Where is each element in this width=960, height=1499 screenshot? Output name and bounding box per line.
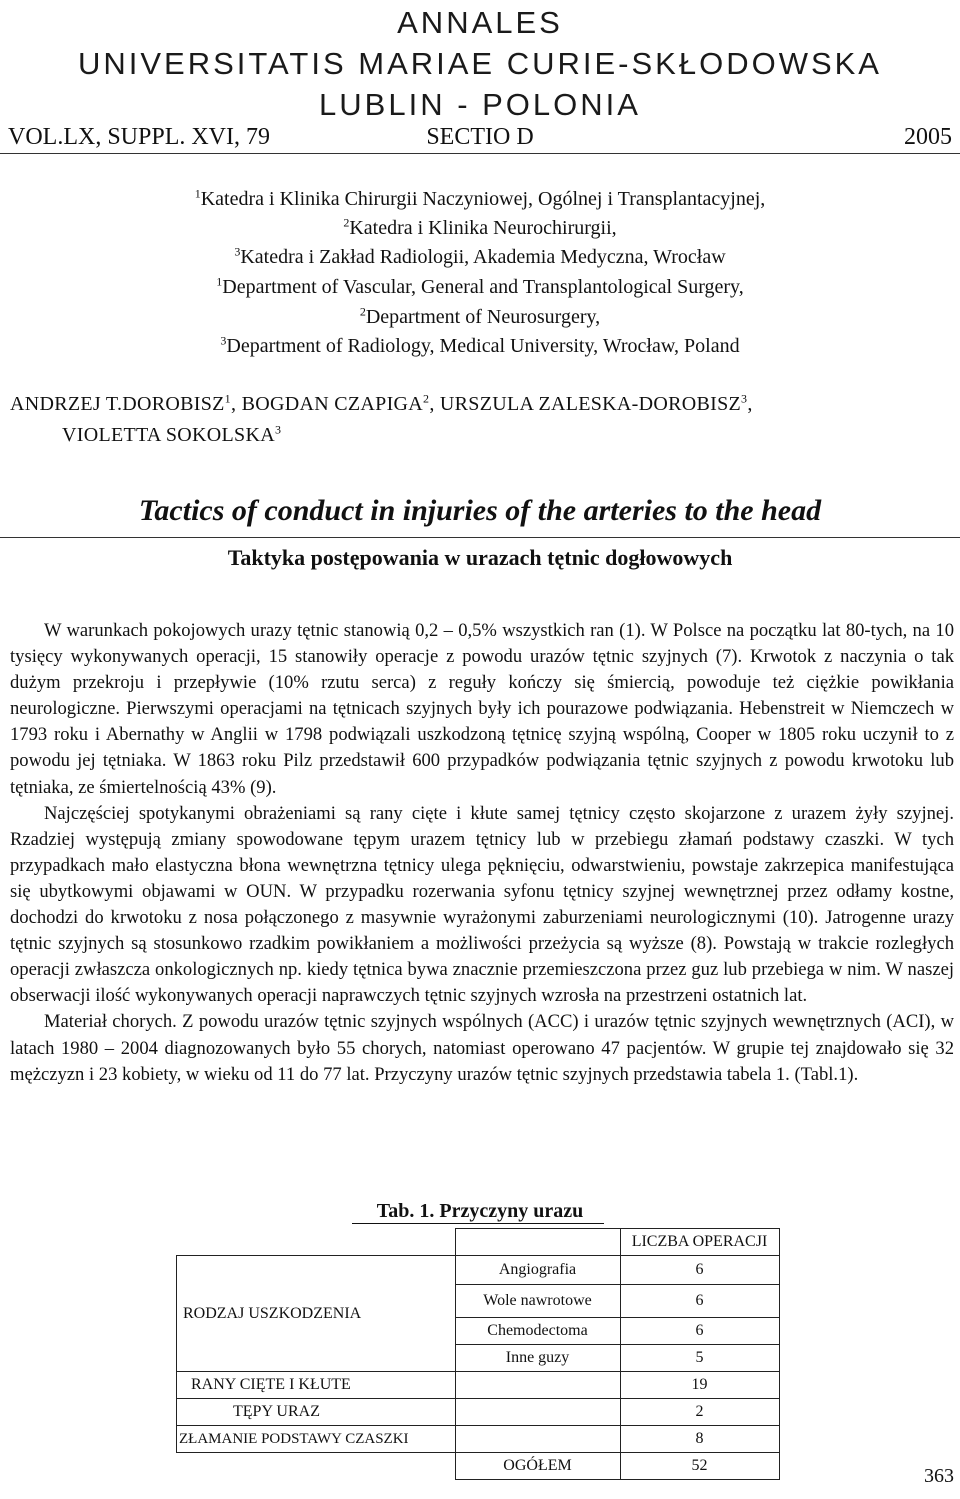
table-cell: RANY CIĘTE I KŁUTE xyxy=(177,1372,456,1399)
table-cell xyxy=(177,1453,456,1480)
table-row xyxy=(177,1453,780,1480)
year-info: 2005 xyxy=(904,124,952,150)
body-paragraph: W warunkach pokojowych urazy tętnic stanowią 0,2 – 0,5% wszystkich ran (1). W Polsce na początku lat 80-tych, na 10 tysięcy wykonywanych operacji, 15 stanowiły operacje z powodu urazów tętnic szyjnych (7). Krwotok z naczynia o tak dużym przekroju i przepływie (10% rzutu serca) z reguły kończy się śmiercią, powoduje też ciężkie powikłania neurologiczne. Pierwszymi operacjami na tętnicach szyjnych były ich pourazowe podwiązania. Hebenstreit w Niemczech w 1793 roku i Abernathy w Anglii w 1798 podwiązali uszkodzoną tętnicę szyjną wspólną, Cooper w 1805 roku uczynił to z powodu jej tętniaka. W 1863 roku Pilz przedstawił 600 przypadków podwiązania tętnic szyjnych z powodu krwotoku lub tętniaka, ze śmiertelnością 43% (9). xyxy=(10,620,954,798)
header-divider xyxy=(0,153,960,154)
affiliation-line: $^3$Department of Radiology, Medical University, Wrocław, Poland xyxy=(220,333,740,357)
table-row xyxy=(177,1256,780,1285)
table-cell xyxy=(177,1229,456,1256)
authors-line1: ANDRZEJ T.DOROBISZ$^1$, BOGDAN CZAPIGA$^2$, URSZULA ZALESKA-DOROBISZ$^3$, xyxy=(10,391,753,415)
table-cell: Wole nawrotowe xyxy=(455,1285,620,1318)
table-cell xyxy=(455,1426,620,1453)
journal-title-line2: UNIVERSITATIS MARIAE CURIE-SKŁODOWSKA xyxy=(77,46,882,81)
table-total-label: OGÓŁEM xyxy=(455,1453,620,1480)
table-row xyxy=(177,1229,780,1256)
table-cell: Angiografia xyxy=(455,1256,620,1285)
affiliation-line: $^2$Katedra i Klinika Neurochirurgii, xyxy=(343,215,617,239)
article-title-polish: Taktyka postępowania w urazach tętnic dogłowowych xyxy=(227,545,733,570)
body-paragraph: Materiał chorych. Z powodu urazów tętnic szyjnych wspólnych (ACC) i urazów tętnic szyjnych wewnętrznych (ACI), w latach 1980 – 2004 diagnozowanych było 55 chorych, natomiast operowano 47 pacjentów. W grupie tej znajdowało się 32 mężczyzn i 23 kobiety, w wieku od 11 do 77 lat. Przyczyny urazów tętnic szyjnych przedstawia tabela 1. (Tabl.1). xyxy=(10,1011,954,1085)
table-cell: 6 xyxy=(620,1256,779,1285)
table-group-label: RODZAJ USZKODZENIA xyxy=(177,1256,456,1372)
table-cell: 8 xyxy=(620,1426,779,1453)
table-cell xyxy=(455,1399,620,1426)
body-paragraph: Najczęściej spotykanymi obrażeniami są rany cięte i kłute samej tętnicy często skojarzone z urazem żyły szyjnej. Rzadziej występują zmiany spowodowane tępym urazem tętnicy lub w przebiegu złamań podstawy czaszki. W tych przypadkach mało elastyczna błona wewnętrzna tętnicy ulega pęknięciu, odwarstwieniu, powstaje zakrzepica manifestująca się ubytkowymi objawami w OUN. W przypadku rozerwania syfonu tętnicy szyjnej wewnętrznej przez odłamy kostne, dochodzi do krwotoku z nosa połączonego z masywnie wyrażonymi zaburzeniami neurologicznymi (10). Jatrogenne urazy tętnic szyjnych są stosunkowo rzadkim powikłaniem a możliwości przeżycia są wyższe (8). Powstają w trakcie rozległych operacji zwłaszcza onkologicznych np. kiedy tętnica bywa znacznie przemieszczona przez guz lub przebiega w nim. W naszej obserwacji ilość wykonywanych operacji naprawczych tętnic szyjnych wzrosła na przestrzeni ostatnich lat. xyxy=(10,802,954,1007)
table-row xyxy=(177,1372,780,1399)
table-cell: 6 xyxy=(620,1285,779,1318)
causes-table xyxy=(176,1228,780,1480)
table-cell: 19 xyxy=(620,1372,779,1399)
section-info: SECTIO D xyxy=(426,124,534,150)
journal-title-line1: ANNALES xyxy=(397,5,563,40)
table-cell xyxy=(455,1229,620,1256)
table-header-count: LICZBA OPERACJI xyxy=(620,1229,779,1256)
table-cell: ZŁAMANIE PODSTAWY CZASZKI xyxy=(177,1426,456,1453)
table-caption-underline xyxy=(352,1223,604,1224)
article-body xyxy=(10,618,954,1088)
affiliation-line: $^3$Katedra i Zakład Radiologii, Akademia Medyczna, Wrocław xyxy=(234,244,726,268)
table-cell: Chemodectoma xyxy=(455,1318,620,1345)
affiliation-line: $^1$Department of Vascular, General and Transplantological Surgery, xyxy=(216,274,744,298)
table-cell: 5 xyxy=(620,1345,779,1372)
table-caption: Tab. 1. Przyczyny urazu xyxy=(376,1200,584,1222)
table-row xyxy=(177,1426,780,1453)
table-cell xyxy=(455,1372,620,1399)
table-cell: 6 xyxy=(620,1318,779,1345)
table-cell: Inne guzy xyxy=(455,1345,620,1372)
authors-line2: VIOLETTA SOKOLSKA$^3$ xyxy=(62,422,282,446)
table-row xyxy=(177,1399,780,1426)
journal-title-line3: LUBLIN - POLONIA xyxy=(319,87,641,122)
title-divider xyxy=(0,537,960,538)
table-total-value: 52 xyxy=(620,1453,779,1480)
table-cell: TĘPY URAZ xyxy=(177,1399,456,1426)
page-number: 363 xyxy=(924,1465,954,1487)
affiliation-line: $^1$Katedra i Klinika Chirurgii Naczyniowej, Ogólnej i Transplantacyjnej, xyxy=(194,186,766,210)
affiliation-line: $^2$Department of Neurosurgery, xyxy=(359,304,601,328)
article-title-english: Tactics of conduct in injuries of the arteries to the head xyxy=(138,494,822,527)
table-cell: 2 xyxy=(620,1399,779,1426)
volume-info: VOL.LX, SUPPL. XVI, 79 xyxy=(8,124,271,150)
